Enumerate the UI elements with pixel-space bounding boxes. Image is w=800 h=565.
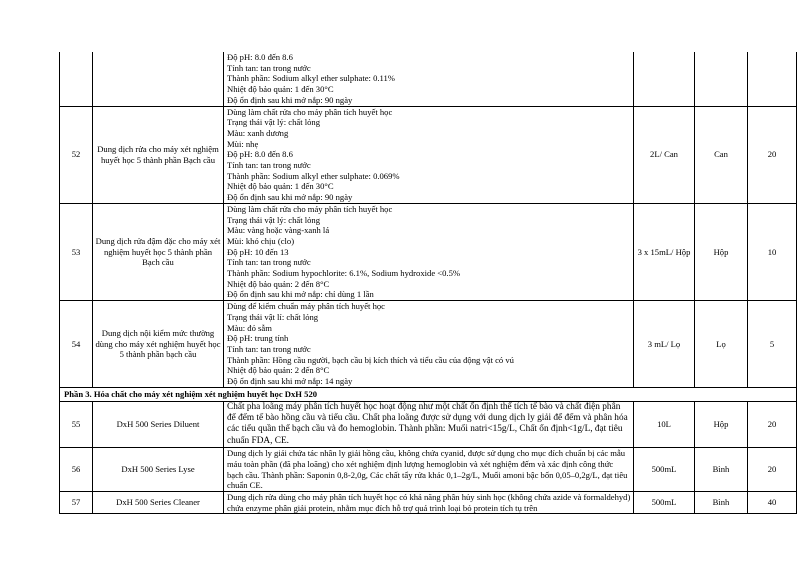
desc-line: Độ ổn định sau khi mở nắp: 90 ngày <box>227 94 353 105</box>
stt-cell: 55 <box>60 401 93 448</box>
desc-line: Độ ổn định sau khi mở nắp: 90 ngày <box>227 192 353 203</box>
spec-cell: 500mL <box>634 448 695 492</box>
stt-cell: 54 <box>60 301 93 388</box>
stt-cell: 57 <box>60 491 93 513</box>
desc-line: Độ pH: 10 đến 13 <box>227 246 289 257</box>
stt-cell: 53 <box>60 203 93 300</box>
qty-cell: 20 <box>748 401 797 448</box>
desc-line: Thành phần: Sodium alkyl ether sulphate: 0.11% <box>227 73 395 84</box>
spec-cell: 2L/ Can <box>634 106 695 203</box>
desc-cell <box>224 52 634 106</box>
desc-line: Thành phần: Hồng cầu người, bạch cầu bị kích thích và tiểu cầu của động vật có vú <box>227 354 514 365</box>
desc-line: Tính tan: tan trong nước <box>227 62 311 73</box>
qty-cell: 5 <box>748 301 797 388</box>
desc-line: Nhiệt độ bảo quản: 1 đến 30°C <box>227 84 334 95</box>
desc-line: Dùng làm chất rửa cho máy phân tích huyết học <box>227 106 393 117</box>
desc-line: Dùng để kiểm chuẩn máy phân tích huyết học <box>227 301 385 312</box>
table-row <box>60 203 797 300</box>
desc-line: Độ ổn định sau khi mở nắp: 14 ngày <box>227 376 353 387</box>
name-cell: Dung dịch rửa cho máy xét nghiệm huyết học 5 thành phần Bạch cầu <box>93 106 224 203</box>
desc-line: Mùi: khó chịu (clo) <box>227 235 295 246</box>
table-row <box>60 106 797 203</box>
desc-line: Trạng thái vật lý: chất lỏng <box>227 117 321 128</box>
desc-line: Tính tan: tan trong nước <box>227 160 311 171</box>
desc-cell <box>224 301 634 388</box>
desc-line: Màu: xanh dương <box>227 127 289 138</box>
desc-line: Màu: đỏ sẫm <box>227 322 272 333</box>
section-heading-row <box>60 387 797 401</box>
desc-line: Tính tan: tan trong nước <box>227 257 311 268</box>
section-heading: Phần 3. Hóa chất cho máy xét nghiệm xét nghiệm huyết học DxH 520 <box>60 387 797 401</box>
spec-cell: 10L <box>634 401 695 448</box>
stt-cell <box>60 52 93 106</box>
name-cell: DxH 500 Series Diluent <box>93 401 224 448</box>
table-row <box>60 401 797 448</box>
name-cell: Dung dịch rửa đậm đặc cho máy xét nghiệm huyết học 5 thành phần Bạch cầu <box>93 203 224 300</box>
unit-cell <box>695 52 748 106</box>
desc-cell: Dung dịch ly giải chứa tác nhân ly giải hồng cầu, không chứa cyanid, được sử dụng cho mục đích chuẩn bị các mẫu máu toàn phần (đã pha loãng) cho xét nghiệm định lượng hemoglobin và xét nghiệm đếm và xác định công thức bạch cầu. Thành phần: Saponin 0,8-2,0g, Các chất tẩy rửa khác 0,1–2g/L, Muối amoni bậc bốn 0,05–0,2g/L, đạt tiêu chuẩn CE. <box>224 448 634 492</box>
desc-line: Độ ổn định sau khi mở nắp: chỉ dùng 1 lần <box>227 289 374 300</box>
table-row <box>60 52 797 106</box>
spec-cell: 3 x 15mL/ Hộp <box>634 203 695 300</box>
desc-line: Độ pH: trung tính <box>227 333 289 344</box>
desc-line: Màu: vàng hoặc vàng-xanh lá <box>227 225 330 236</box>
name-cell: Dung dịch nội kiểm mức thường dùng cho máy xét nghiệm huyết học 5 thành phần bạch cầu <box>93 301 224 388</box>
qty-cell: 20 <box>748 106 797 203</box>
desc-line: Mùi: nhẹ <box>227 138 259 149</box>
desc-line: Nhiệt độ bảo quản: 2 đến 8°C <box>227 278 330 289</box>
name-cell <box>93 52 224 106</box>
unit-cell: Can <box>695 106 748 203</box>
unit-cell: Hộp <box>695 401 748 448</box>
stt-cell: 52 <box>60 106 93 203</box>
qty-cell: 20 <box>748 448 797 492</box>
desc-line: Trạng thái vật lí: chất lỏng <box>227 311 319 322</box>
desc-line: Độ pH: 8.0 đến 8.6 <box>227 52 293 62</box>
desc-line: Trạng thái vật lý: chất lỏng <box>227 214 321 225</box>
qty-cell <box>748 52 797 106</box>
desc-line: Nhiệt độ bảo quản: 2 đến 8°C <box>227 365 330 376</box>
unit-cell: Bình <box>695 491 748 513</box>
desc-cell: Chất pha loãng máy phân tích huyết học hoạt động như một chất ổn định thể tích tế bào và chất điện phân để đếm tế bào hồng cầu và tiểu cầu. Chất pha loãng được sử dụng với dung dịch ly giải để đếm và phân hóa các tiểu quần thể bạch cầu và đo hemoglobin. Thành phần: Muối natri<15g/L, Chất ổn định<1g/L, đạt tiêu chuẩn FDA, CE. <box>224 401 634 448</box>
desc-line: Nhiệt độ bảo quản: 1 đến 30°C <box>227 181 334 192</box>
product-table <box>59 52 797 514</box>
table-row <box>60 491 797 513</box>
desc-line: Thành phần: Sodium hypochlorite: 6.1%, Sodium hydroxide <0.5% <box>227 268 461 279</box>
table-row <box>60 448 797 492</box>
desc-line: Thành phần: Sodium alkyl ether sulphate: 0.069% <box>227 170 400 181</box>
unit-cell: Lọ <box>695 301 748 388</box>
unit-cell: Hộp <box>695 203 748 300</box>
spec-cell: 500mL <box>634 491 695 513</box>
spec-cell: 3 mL/ Lọ <box>634 301 695 388</box>
desc-cell: Dung dịch rửa dùng cho máy phân tích huyết học có khả năng phân hủy sinh học (không chứa azide và formaldehyd) chứa enzyme phân giải protein, nhằm mục đích hỗ trợ quá trình loại bỏ protein tích tụ trên <box>224 491 634 513</box>
stt-cell: 56 <box>60 448 93 492</box>
name-cell: DxH 500 Series Cleaner <box>93 491 224 513</box>
spec-cell <box>634 52 695 106</box>
desc-line: Tính tan: tan trong nước <box>227 343 311 354</box>
qty-cell: 10 <box>748 203 797 300</box>
desc-line: Dùng làm chất rửa cho máy phân tích huyết học <box>227 203 393 214</box>
desc-cell <box>224 203 634 300</box>
name-cell: DxH 500 Series Lyse <box>93 448 224 492</box>
desc-cell <box>224 106 634 203</box>
qty-cell: 40 <box>748 491 797 513</box>
unit-cell: Bình <box>695 448 748 492</box>
desc-line: Độ pH: 8.0 đến 8.6 <box>227 149 293 160</box>
table-row <box>60 301 797 388</box>
